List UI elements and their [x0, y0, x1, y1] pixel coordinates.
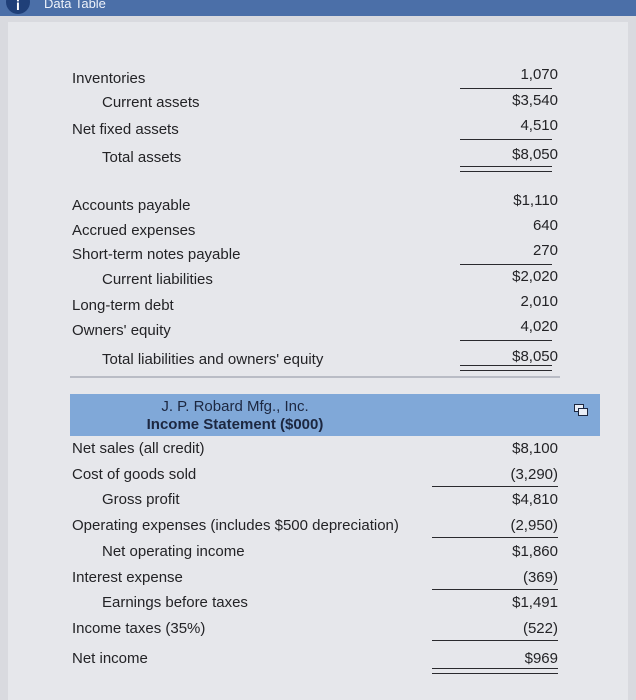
- info-icon[interactable]: i: [6, 0, 30, 14]
- row-value-operating-expenses: (2,950): [510, 517, 558, 534]
- row-label-net-income: Net income: [72, 650, 148, 667]
- row-value-long-term-debt: 2,010: [520, 293, 558, 310]
- underline: [460, 139, 552, 140]
- row-label-current-liabilities: Current liabilities: [102, 271, 213, 288]
- income-statement-header: [70, 394, 600, 436]
- double-underline: [460, 365, 552, 371]
- copy-icon[interactable]: [574, 404, 588, 416]
- row-label-operating-expenses: Operating expenses (includes $500 depreciation): [72, 517, 399, 534]
- underline: [460, 88, 552, 89]
- data-table-sheet: [8, 22, 628, 700]
- row-value-gross-profit: $4,810: [512, 491, 558, 508]
- row-value-total-liabilities-equity: $8,050: [512, 348, 558, 365]
- row-value-ebt: $1,491: [512, 594, 558, 611]
- row-label-net-sales: Net sales (all credit): [72, 440, 205, 457]
- row-value-income-taxes: (522): [522, 620, 558, 637]
- row-value-owners-equity: 4,020: [520, 318, 558, 335]
- row-label-interest-expense: Interest expense: [72, 569, 183, 586]
- double-underline: [460, 166, 552, 172]
- row-label-owners-equity: Owners' equity: [72, 322, 171, 339]
- row-value-inventories: 1,070: [520, 66, 558, 83]
- row-value-total-assets: $8,050: [512, 146, 558, 163]
- underline: [432, 640, 558, 641]
- row-value-interest-expense: (369): [522, 569, 558, 586]
- underline: [460, 340, 552, 341]
- row-label-total-assets: Total assets: [102, 149, 182, 166]
- row-value-current-assets: $3,540: [512, 92, 558, 109]
- window-title: Data Table: [44, 0, 106, 11]
- row-label-gross-profit: Gross profit: [102, 491, 180, 508]
- underline: [432, 537, 558, 538]
- row-label-current-assets: Current assets: [102, 94, 200, 111]
- row-value-cogs: (3,290): [510, 466, 558, 483]
- row-label-cogs: Cost of goods sold: [72, 466, 197, 483]
- statement-title: Income Statement ($000): [146, 416, 324, 433]
- company-name: J. P. Robard Mfg., Inc.: [161, 398, 309, 415]
- row-label-income-taxes: Income taxes (35%): [72, 620, 206, 637]
- row-value-short-term-notes: 270: [532, 242, 558, 259]
- row-label-accrued-expenses: Accrued expenses: [72, 222, 196, 239]
- row-label-accounts-payable: Accounts payable: [72, 197, 191, 214]
- underline: [432, 589, 558, 590]
- double-underline: [432, 668, 558, 674]
- row-value-current-liabilities: $2,020: [512, 268, 558, 285]
- row-label-net-operating-income: Net operating income: [102, 543, 245, 560]
- row-value-net-sales: $8,100: [512, 440, 558, 457]
- row-label-inventories: Inventories: [72, 70, 146, 87]
- row-label-total-liabilities-equity: Total liabilities and owners' equity: [102, 351, 324, 368]
- window-title-bar: [0, 0, 636, 16]
- row-label-long-term-debt: Long-term debt: [72, 297, 174, 314]
- row-label-ebt: Earnings before taxes: [102, 594, 248, 611]
- row-value-net-fixed-assets: 4,510: [520, 117, 558, 134]
- row-value-net-income: $969: [524, 650, 558, 667]
- row-label-net-fixed-assets: Net fixed assets: [72, 121, 179, 138]
- row-value-accounts-payable: $1,110: [513, 192, 558, 209]
- row-value-net-operating-income: $1,860: [512, 543, 558, 560]
- row-label-short-term-notes: Short-term notes payable: [72, 246, 241, 263]
- row-value-accrued-expenses: 640: [532, 217, 558, 234]
- section-divider: [70, 376, 560, 378]
- underline: [432, 486, 558, 487]
- underline: [460, 264, 552, 265]
